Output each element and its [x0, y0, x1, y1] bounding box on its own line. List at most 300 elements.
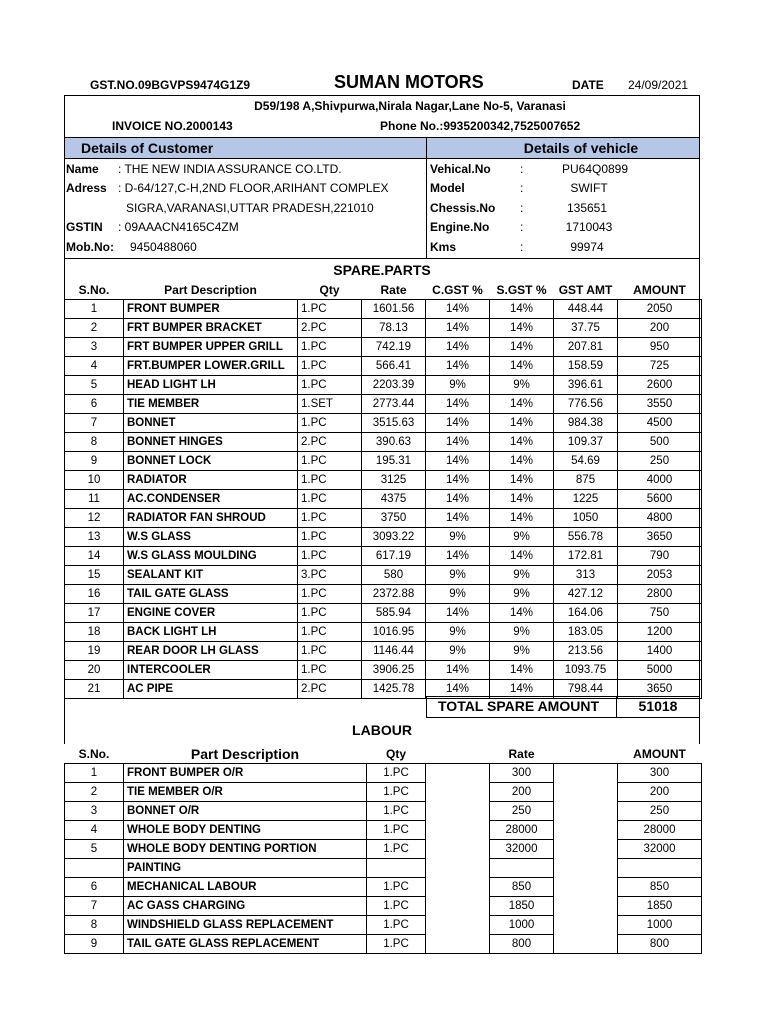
spare-part-row — [65, 414, 702, 433]
spare-cell-description: W.S GLASS MOULDING — [124, 547, 298, 566]
labour-cell-description: TAIL GATE GLASS REPLACEMENT — [124, 935, 367, 954]
labour-cell-description: PAINTING — [124, 859, 367, 878]
labour-row — [65, 764, 702, 783]
spare-cell-sgst: 14% — [490, 680, 554, 699]
spare-cell-sno: 11 — [65, 490, 124, 509]
spare-cell-sno: 14 — [65, 547, 124, 566]
vehicle-no-label: Vehical.No — [430, 162, 491, 176]
spare-part-row — [65, 357, 702, 376]
details-band — [64, 137, 700, 159]
spare-cell-qty: 2.PC — [298, 433, 362, 452]
spare-cell-gst-amt: 427.12 — [554, 585, 618, 604]
labour-cell-description: TIE MEMBER O/R — [124, 783, 367, 802]
spare-cell-sno: 21 — [65, 680, 124, 699]
spare-cell-gst-amt: 798.44 — [554, 680, 618, 699]
labour-cell-qty: 1.PC — [367, 897, 426, 916]
customer-address-label: Adress — [66, 181, 107, 195]
spare-cell-sno: 19 — [65, 642, 124, 661]
labour-col-amount: AMOUNT — [633, 746, 686, 761]
spare-cell-sno: 18 — [65, 623, 124, 642]
spare-part-row — [65, 395, 702, 414]
spare-cell-description: BONNET HINGES — [124, 433, 298, 452]
labour-cell-description: WINDSHIELD GLASS REPLACEMENT — [124, 916, 367, 935]
gstin-value: : 09AAACN4165C4ZM — [118, 220, 239, 234]
labour-cell-blank2 — [554, 764, 618, 783]
labour-cell-blank2 — [554, 821, 618, 840]
labour-col-blank1 — [426, 745, 490, 764]
spare-cell-sgst: 9% — [490, 566, 554, 585]
spare-part-row — [65, 433, 702, 452]
col-gst-amt: GST AMT — [558, 282, 613, 297]
spare-cell-sno: 6 — [65, 395, 124, 414]
labour-cell-rate: 250 — [490, 802, 554, 821]
spare-cell-sno: 12 — [65, 509, 124, 528]
spare-cell-rate: 1016.95 — [362, 623, 426, 642]
labour-cell-blank2 — [554, 897, 618, 916]
spare-part-row — [65, 642, 702, 661]
labour-cell-rate: 1850 — [490, 897, 554, 916]
spare-cell-sno: 9 — [65, 452, 124, 471]
spare-cell-cgst: 14% — [426, 509, 490, 528]
spare-cell-qty: 1.PC — [298, 357, 362, 376]
spare-cell-gst-amt: 984.38 — [554, 414, 618, 433]
labour-row — [65, 897, 702, 916]
spare-cell-qty: 1.PC — [298, 547, 362, 566]
labour-cell-rate: 300 — [490, 764, 554, 783]
shop-name: SUMAN MOTORS — [334, 72, 484, 92]
chassis-value: 135651 — [566, 201, 608, 215]
spare-part-row — [65, 319, 702, 338]
spare-cell-rate: 742.19 — [362, 338, 426, 357]
labour-cell-blank2 — [554, 878, 618, 897]
spare-cell-rate: 3515.63 — [362, 414, 426, 433]
labour-cell-amount: 200 — [618, 783, 702, 802]
spare-cell-sno: 16 — [65, 585, 124, 604]
spare-cell-sgst: 9% — [490, 642, 554, 661]
spare-cell-description: TAIL GATE GLASS — [124, 585, 298, 604]
spare-cell-sgst: 14% — [490, 395, 554, 414]
labour-col-rate: Rate — [508, 746, 535, 761]
col-rate: Rate — [380, 282, 407, 297]
labour-cell-blank1 — [426, 859, 490, 878]
labour-cell-sno: 4 — [65, 821, 124, 840]
labour-header-row — [65, 745, 702, 764]
total-spare-value: 51018 — [638, 698, 678, 714]
spare-part-row — [65, 490, 702, 509]
labour-cell-blank1 — [426, 840, 490, 859]
labour-cell-description: AC GASS CHARGING — [124, 897, 367, 916]
spare-cell-amount: 4800 — [618, 509, 702, 528]
labour-cell-qty: 1.PC — [367, 935, 426, 954]
spare-cell-description: AC.CONDENSER — [124, 490, 298, 509]
chassis-label: Chessis.No — [430, 201, 496, 215]
spare-cell-cgst: 14% — [426, 604, 490, 623]
spare-cell-gst-amt: 207.81 — [554, 338, 618, 357]
spare-cell-gst-amt: 109.37 — [554, 433, 618, 452]
spare-cell-rate: 195.31 — [362, 452, 426, 471]
labour-cell-rate: 32000 — [490, 840, 554, 859]
labour-cell-blank2 — [554, 783, 618, 802]
spare-cell-gst-amt: 1050 — [554, 509, 618, 528]
labour-cell-description: MECHANICAL LABOUR — [124, 878, 367, 897]
labour-cell-blank1 — [426, 916, 490, 935]
spare-cell-amount: 1200 — [618, 623, 702, 642]
labour-cell-rate: 800 — [490, 935, 554, 954]
spare-cell-gst-amt: 183.05 — [554, 623, 618, 642]
spare-cell-description: AC PIPE — [124, 680, 298, 699]
date-value: 24/09/2021 — [628, 78, 689, 92]
customer-name-label: Name — [66, 162, 99, 176]
labour-cell-description: BONNET O/R — [124, 802, 367, 821]
labour-cell-qty: 1.PC — [367, 802, 426, 821]
labour-cell-sno: 5 — [65, 840, 124, 859]
spare-cell-sgst: 14% — [490, 300, 554, 319]
spare-part-row — [65, 661, 702, 680]
labour-cell-blank1 — [426, 821, 490, 840]
col-amount: AMOUNT — [633, 282, 686, 297]
spare-cell-sgst: 14% — [490, 319, 554, 338]
chassis-sep: : — [520, 201, 524, 215]
spare-cell-cgst: 9% — [426, 642, 490, 661]
spare-cell-sno: 20 — [65, 661, 124, 680]
spare-parts-header-row — [65, 281, 702, 300]
labour-table — [64, 745, 702, 954]
vehicle-no-sep: : — [520, 162, 524, 176]
spare-cell-amount: 4500 — [618, 414, 702, 433]
spare-cell-qty: 1.PC — [298, 471, 362, 490]
spare-cell-description: BACK LIGHT LH — [124, 623, 298, 642]
spare-cell-description: HEAD LIGHT LH — [124, 376, 298, 395]
spare-cell-gst-amt: 172.81 — [554, 547, 618, 566]
spare-cell-sno: 17 — [65, 604, 124, 623]
gst-number: GST.NO.09BGVPS9474G1Z9 — [90, 78, 251, 92]
spare-cell-amount: 5600 — [618, 490, 702, 509]
spare-cell-sno: 3 — [65, 338, 124, 357]
engine-sep: : — [520, 220, 524, 234]
labour-col-sno: S.No. — [78, 746, 110, 761]
gstin-label: GSTIN — [66, 220, 103, 234]
spare-cell-cgst: 14% — [426, 338, 490, 357]
kms-label: Kms — [430, 240, 457, 254]
spare-cell-amount: 750 — [618, 604, 702, 623]
spare-part-row — [65, 623, 702, 642]
spare-cell-gst-amt: 448.44 — [554, 300, 618, 319]
labour-row — [65, 859, 702, 878]
model-sep: : — [520, 181, 524, 195]
spare-part-row — [65, 509, 702, 528]
labour-cell-blank2 — [554, 935, 618, 954]
spare-cell-cgst: 9% — [426, 376, 490, 395]
spare-cell-cgst: 9% — [426, 623, 490, 642]
mobile-value: 9450488060 — [130, 240, 197, 254]
invoice-number: INVOICE NO.2000143 — [112, 119, 233, 133]
labour-cell-amount: 300 — [618, 764, 702, 783]
customer-address-line2: SIGRA,VARANASI,UTTAR PRADESH,221010 — [126, 201, 374, 215]
spare-cell-rate: 2773.44 — [362, 395, 426, 414]
spare-cell-rate: 2372.88 — [362, 585, 426, 604]
spare-cell-qty: 1.PC — [298, 338, 362, 357]
spare-cell-amount: 725 — [618, 357, 702, 376]
spare-cell-qty: 1.PC — [298, 376, 362, 395]
spare-cell-rate: 3906.25 — [362, 661, 426, 680]
labour-cell-sno: 9 — [65, 935, 124, 954]
spare-cell-gst-amt: 313 — [554, 566, 618, 585]
col-sno: S.No. — [78, 282, 110, 297]
spare-cell-qty: 1.PC — [298, 528, 362, 547]
spare-cell-rate: 3750 — [362, 509, 426, 528]
spare-cell-gst-amt: 164.06 — [554, 604, 618, 623]
labour-cell-blank2 — [554, 840, 618, 859]
spare-cell-rate: 1601.56 — [362, 300, 426, 319]
spare-cell-description: BONNET — [124, 414, 298, 433]
spare-cell-amount: 3650 — [618, 680, 702, 699]
spare-cell-gst-amt: 875 — [554, 471, 618, 490]
spare-part-row — [65, 376, 702, 395]
spare-cell-gst-amt: 556.78 — [554, 528, 618, 547]
spare-cell-cgst: 14% — [426, 300, 490, 319]
spare-cell-amount: 3550 — [618, 395, 702, 414]
labour-cell-sno — [65, 859, 124, 878]
spare-cell-rate: 617.19 — [362, 547, 426, 566]
labour-col-description: Part Description — [190, 745, 300, 762]
labour-cell-blank1 — [426, 802, 490, 821]
labour-cell-sno: 7 — [65, 897, 124, 916]
spare-cell-qty: 1.PC — [298, 490, 362, 509]
labour-cell-rate — [490, 859, 554, 878]
spare-cell-qty: 1.PC — [298, 585, 362, 604]
spare-cell-sno: 4 — [65, 357, 124, 376]
spare-cell-rate: 390.63 — [362, 433, 426, 452]
spare-cell-rate: 1146.44 — [362, 642, 426, 661]
labour-cell-rate: 28000 — [490, 821, 554, 840]
spare-cell-sgst: 14% — [490, 452, 554, 471]
labour-cell-rate: 850 — [490, 878, 554, 897]
spare-cell-description: ENGINE COVER — [124, 604, 298, 623]
spare-cell-gst-amt: 54.69 — [554, 452, 618, 471]
labour-col-blank2 — [554, 745, 618, 764]
spare-cell-amount: 500 — [618, 433, 702, 452]
total-spare-label: TOTAL SPARE AMOUNT — [438, 698, 599, 714]
spare-cell-cgst: 14% — [426, 490, 490, 509]
spare-cell-amount: 200 — [618, 319, 702, 338]
spare-cell-rate: 2203.39 — [362, 376, 426, 395]
spare-cell-sgst: 9% — [490, 528, 554, 547]
labour-cell-qty: 1.PC — [367, 878, 426, 897]
spare-cell-amount: 790 — [618, 547, 702, 566]
spare-cell-qty: 2.PC — [298, 680, 362, 699]
spare-cell-rate: 4375 — [362, 490, 426, 509]
spare-cell-qty: 1.PC — [298, 509, 362, 528]
spare-cell-description: RADIATOR FAN SHROUD — [124, 509, 298, 528]
labour-cell-blank1 — [426, 935, 490, 954]
spare-cell-gst-amt: 776.56 — [554, 395, 618, 414]
col-cgst: C.GST % — [432, 282, 483, 297]
spare-parts-table — [64, 281, 702, 699]
labour-cell-blank1 — [426, 878, 490, 897]
spare-cell-amount: 2800 — [618, 585, 702, 604]
spare-part-row — [65, 452, 702, 471]
spare-cell-sgst: 14% — [490, 604, 554, 623]
spare-cell-amount: 2050 — [618, 300, 702, 319]
spare-cell-qty: 1.PC — [298, 642, 362, 661]
labour-row — [65, 821, 702, 840]
spare-cell-description: RADIATOR — [124, 471, 298, 490]
spare-cell-cgst: 14% — [426, 680, 490, 699]
labour-cell-amount: 250 — [618, 802, 702, 821]
labour-cell-sno: 2 — [65, 783, 124, 802]
spare-cell-cgst: 9% — [426, 528, 490, 547]
spare-cell-rate: 3125 — [362, 471, 426, 490]
spare-cell-qty: 1.PC — [298, 452, 362, 471]
model-label: Model — [430, 181, 465, 195]
shop-address: D59/198 A,Shivpurwa,Nirala Nagar,Lane No-5, Varanasi — [254, 99, 566, 113]
date-label: DATE — [572, 78, 604, 92]
spare-cell-sno: 5 — [65, 376, 124, 395]
spare-cell-sno: 10 — [65, 471, 124, 490]
spare-cell-description: FRONT BUMPER — [124, 300, 298, 319]
spare-part-row — [65, 528, 702, 547]
engine-value: 1710043 — [565, 220, 613, 234]
spare-cell-sgst: 14% — [490, 490, 554, 509]
spare-cell-sno: 13 — [65, 528, 124, 547]
labour-cell-blank1 — [426, 783, 490, 802]
spare-cell-amount: 1400 — [618, 642, 702, 661]
labour-cell-sno: 6 — [65, 878, 124, 897]
col-description: Part Description — [164, 282, 257, 297]
labour-cell-blank1 — [426, 764, 490, 783]
model-value: SWIFT — [570, 181, 608, 195]
spare-cell-sgst: 14% — [490, 509, 554, 528]
labour-cell-blank2 — [554, 802, 618, 821]
spare-cell-sno: 15 — [65, 566, 124, 585]
spare-cell-description: TIE MEMBER — [124, 395, 298, 414]
spare-cell-qty: 3.PC — [298, 566, 362, 585]
labour-cell-amount — [618, 859, 702, 878]
spare-cell-qty: 1.PC — [298, 661, 362, 680]
labour-cell-qty: 1.PC — [367, 783, 426, 802]
labour-cell-amount: 800 — [618, 935, 702, 954]
spare-cell-amount: 2600 — [618, 376, 702, 395]
spare-cell-rate: 566.41 — [362, 357, 426, 376]
spare-cell-cgst: 14% — [426, 414, 490, 433]
spare-cell-qty: 1.SET — [298, 395, 362, 414]
spare-part-row — [65, 547, 702, 566]
spare-cell-description: FRT BUMPER BRACKET — [124, 319, 298, 338]
spare-cell-cgst: 14% — [426, 547, 490, 566]
spare-cell-gst-amt: 158.59 — [554, 357, 618, 376]
spare-cell-description: FRT BUMPER UPPER GRILL — [124, 338, 298, 357]
labour-cell-amount: 1850 — [618, 897, 702, 916]
labour-row — [65, 783, 702, 802]
labour-title: LABOUR — [352, 722, 412, 738]
kms-value: 99974 — [570, 240, 604, 254]
labour-cell-sno: 8 — [65, 916, 124, 935]
spare-cell-sno: 8 — [65, 433, 124, 452]
spare-cell-sgst: 14% — [490, 661, 554, 680]
customer-details-title: Details of Customer — [81, 140, 214, 156]
spare-cell-sgst: 14% — [490, 414, 554, 433]
labour-row — [65, 878, 702, 897]
labour-row — [65, 840, 702, 859]
labour-cell-sno: 1 — [65, 764, 124, 783]
spare-cell-qty: 1.PC — [298, 300, 362, 319]
spare-cell-amount: 4000 — [618, 471, 702, 490]
spare-cell-cgst: 14% — [426, 319, 490, 338]
labour-cell-rate: 1000 — [490, 916, 554, 935]
spare-part-row — [65, 585, 702, 604]
spare-cell-cgst: 9% — [426, 566, 490, 585]
spare-cell-sgst: 14% — [490, 433, 554, 452]
spare-cell-amount: 5000 — [618, 661, 702, 680]
labour-cell-qty — [367, 859, 426, 878]
vehicle-no-value: PU64Q0899 — [561, 162, 629, 176]
spare-cell-rate: 585.94 — [362, 604, 426, 623]
spare-cell-sgst: 14% — [490, 471, 554, 490]
spare-cell-description: FRT.BUMPER LOWER.GRILL — [124, 357, 298, 376]
labour-cell-description: WHOLE BODY DENTING — [124, 821, 367, 840]
spare-cell-sgst: 14% — [490, 357, 554, 376]
spare-cell-gst-amt: 37.75 — [554, 319, 618, 338]
spare-cell-gst-amt: 396.61 — [554, 376, 618, 395]
spare-cell-qty: 1.PC — [298, 414, 362, 433]
col-sgst: S.GST % — [496, 282, 547, 297]
spare-cell-amount: 250 — [618, 452, 702, 471]
labour-cell-amount: 28000 — [618, 821, 702, 840]
customer-name: : THE NEW INDIA ASSURANCE CO.LTD. — [118, 162, 342, 176]
labour-cell-blank2 — [554, 916, 618, 935]
spare-cell-qty: 1.PC — [298, 623, 362, 642]
labour-cell-qty: 1.PC — [367, 821, 426, 840]
spare-cell-amount: 2053 — [618, 566, 702, 585]
spare-cell-sgst: 14% — [490, 547, 554, 566]
labour-cell-description: WHOLE BODY DENTING PORTION — [124, 840, 367, 859]
spare-part-row — [65, 300, 702, 319]
spare-parts-title: SPARE.PARTS — [333, 262, 431, 278]
spare-cell-cgst: 14% — [426, 357, 490, 376]
labour-cell-sno: 3 — [65, 802, 124, 821]
spare-cell-amount: 950 — [618, 338, 702, 357]
labour-cell-description: FRONT BUMPER O/R — [124, 764, 367, 783]
spare-cell-qty: 1.PC — [298, 604, 362, 623]
spare-cell-rate: 1425.78 — [362, 680, 426, 699]
labour-cell-blank2 — [554, 859, 618, 878]
labour-cell-blank1 — [426, 897, 490, 916]
spare-cell-rate: 78.13 — [362, 319, 426, 338]
spare-cell-sgst: 9% — [490, 623, 554, 642]
spare-cell-sno: 7 — [65, 414, 124, 433]
labour-cell-rate: 200 — [490, 783, 554, 802]
labour-cell-amount: 1000 — [618, 916, 702, 935]
labour-cell-qty: 1.PC — [367, 916, 426, 935]
spare-part-row — [65, 604, 702, 623]
col-qty: Qty — [319, 282, 340, 297]
spare-cell-description: INTERCOOLER — [124, 661, 298, 680]
phone-number: Phone No.:9935200342,7525007652 — [380, 119, 581, 133]
labour-col-qty: Qty — [385, 746, 406, 761]
spare-cell-description: W.S GLASS — [124, 528, 298, 547]
labour-cell-qty: 1.PC — [367, 764, 426, 783]
vehicle-details-title: Details of vehicle — [523, 140, 639, 156]
spare-cell-cgst: 14% — [426, 452, 490, 471]
labour-cell-amount: 850 — [618, 878, 702, 897]
spare-cell-description: BONNET LOCK — [124, 452, 298, 471]
spare-cell-cgst: 9% — [426, 585, 490, 604]
spare-cell-description: SEALANT KIT — [124, 566, 298, 585]
spare-part-row — [65, 471, 702, 490]
spare-cell-cgst: 14% — [426, 471, 490, 490]
spare-part-row — [65, 566, 702, 585]
labour-row — [65, 935, 702, 954]
